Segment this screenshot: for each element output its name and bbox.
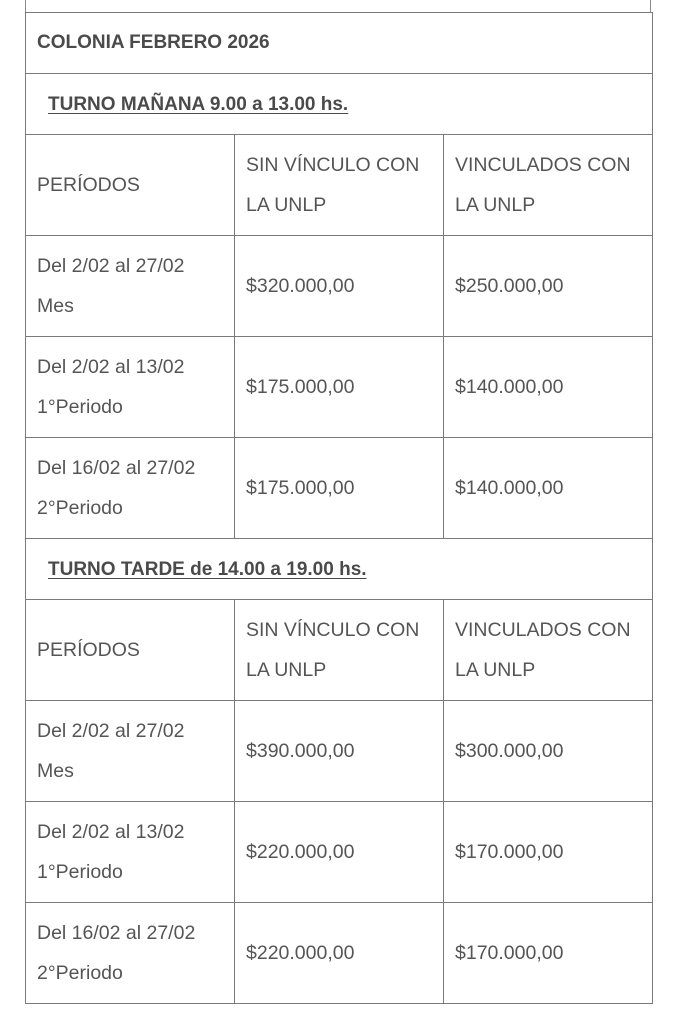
period-name: 1°Periodo [37, 861, 123, 883]
period-range: Del 2/02 al 27/02 [37, 720, 185, 742]
period-range: Del 2/02 al 13/02 [37, 821, 185, 843]
header-line: LA UNLP [455, 194, 536, 216]
period-range: Del 2/02 al 27/02 [37, 255, 185, 277]
price-table [25, 12, 653, 1004]
table-row [26, 438, 653, 539]
period-range: Del 2/02 al 13/02 [37, 356, 185, 378]
period-name: 2°Periodo [37, 497, 123, 519]
price-vinculados: $300.000,00 [444, 701, 653, 802]
period-range: Del 16/02 al 27/02 [37, 457, 196, 479]
header-sin-vinculo [235, 600, 444, 701]
period-cell [26, 903, 235, 1004]
price-vinculados: $170.000,00 [444, 802, 653, 903]
shift-label-morning: TURNO MAÑANA 9.00 a 13.00 hs. [48, 93, 349, 115]
price-sin-vinculo: $175.000,00 [235, 438, 444, 539]
column-header-row [26, 600, 653, 701]
price-sin-vinculo: $320.000,00 [235, 236, 444, 337]
shift-row-morning [26, 74, 653, 135]
table-row [26, 337, 653, 438]
period-cell [26, 701, 235, 802]
header-line: SIN VÍNCULO CON [246, 154, 420, 176]
price-vinculados: $140.000,00 [444, 438, 653, 539]
period-name: Mes [37, 295, 74, 317]
table-row [26, 903, 653, 1004]
table-title: COLONIA FEBRERO 2026 [26, 13, 653, 74]
header-vinculados [444, 135, 653, 236]
period-name: 1°Periodo [37, 396, 123, 418]
header-vinculados [444, 600, 653, 701]
header-line: SIN VÍNCULO CON [246, 619, 420, 641]
table-row [26, 236, 653, 337]
period-name: 2°Periodo [37, 962, 123, 984]
period-range: Del 16/02 al 27/02 [37, 922, 196, 944]
table-row [26, 701, 653, 802]
period-cell [26, 802, 235, 903]
header-line: LA UNLP [246, 659, 327, 681]
period-cell [26, 337, 235, 438]
price-sin-vinculo: $220.000,00 [235, 802, 444, 903]
price-vinculados: $170.000,00 [444, 903, 653, 1004]
price-sin-vinculo: $220.000,00 [235, 903, 444, 1004]
shift-label-afternoon: TURNO TARDE de 14.00 a 19.00 hs. [48, 558, 367, 580]
period-name: Mes [37, 760, 74, 782]
header-line: LA UNLP [455, 659, 536, 681]
price-vinculados: $140.000,00 [444, 337, 653, 438]
header-line: VINCULADOS CON [455, 154, 631, 176]
header-periodos: PERÍODOS [26, 135, 235, 236]
table-row [26, 802, 653, 903]
shift-row-afternoon [26, 539, 653, 600]
price-sin-vinculo: $175.000,00 [235, 337, 444, 438]
period-cell [26, 438, 235, 539]
column-header-row [26, 135, 653, 236]
table-title-row [26, 13, 653, 74]
price-vinculados: $250.000,00 [444, 236, 653, 337]
header-line: LA UNLP [246, 194, 327, 216]
price-sin-vinculo: $390.000,00 [235, 701, 444, 802]
table-top-edge [25, 0, 651, 12]
header-sin-vinculo [235, 135, 444, 236]
header-periodos: PERÍODOS [26, 600, 235, 701]
header-line: VINCULADOS CON [455, 619, 631, 641]
period-cell [26, 236, 235, 337]
